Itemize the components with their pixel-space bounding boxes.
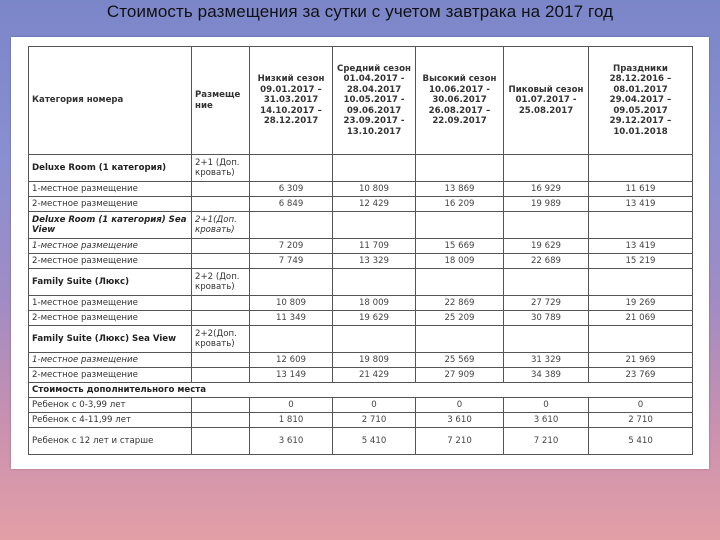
cell-value: 11 619 [589, 182, 693, 197]
cell-value: 21 429 [333, 368, 416, 383]
table-row [29, 398, 693, 413]
row-label: 1-местное размещение [29, 182, 192, 197]
cell-value: 19 629 [333, 311, 416, 326]
header-category: Категория номера [29, 47, 192, 155]
cell-value: 3 610 [504, 413, 589, 428]
extra-section-row [29, 383, 693, 398]
table-row [29, 353, 693, 368]
cell-value: 1 810 [250, 413, 333, 428]
cell-value: 3 610 [416, 413, 504, 428]
cell-value: 15 219 [589, 254, 693, 269]
table-row [29, 413, 693, 428]
row-label: 2-местное размещение [29, 197, 192, 212]
room-placement: 2+1 (Доп. кровать) [192, 155, 250, 182]
header-season-high: Высокий сезон 10.06.2017 - 30.06.2017 26.08.2017 – 22.09.2017 [416, 47, 504, 155]
cell-value: 13 149 [250, 368, 333, 383]
row-label: 1-местное размещение [29, 296, 192, 311]
cell-value: 11 349 [250, 311, 333, 326]
cell-value: 23 769 [589, 368, 693, 383]
cell-value: 22 869 [416, 296, 504, 311]
cell-value: 10 809 [333, 182, 416, 197]
cell-value: 22 689 [504, 254, 589, 269]
row-label: Ребенок с 12 лет и старше [29, 428, 192, 455]
header-row [29, 47, 693, 155]
table-row [29, 368, 693, 383]
room-row [29, 212, 693, 239]
table-row [29, 254, 693, 269]
cell-value: 27 909 [416, 368, 504, 383]
extra-section-title: Стоимость дополнительного места [29, 383, 693, 398]
cell-value: 0 [589, 398, 693, 413]
room-name: Family Suite (Люкс) Sea View [29, 326, 192, 353]
table-row [29, 239, 693, 254]
cell-value: 18 009 [416, 254, 504, 269]
cell-value: 19 269 [589, 296, 693, 311]
room-name: Deluxe Room (1 категория) Sea View [29, 212, 192, 239]
cell-value: 19 809 [333, 353, 416, 368]
cell-value: 0 [333, 398, 416, 413]
room-row [29, 155, 693, 182]
table-row [29, 197, 693, 212]
price-table [28, 46, 693, 455]
cell-value: 3 610 [250, 428, 333, 455]
room-placement: 2+2 (Доп. кровать) [192, 269, 250, 296]
table-row [29, 428, 693, 455]
cell-value: 16 209 [416, 197, 504, 212]
cell-value: 2 710 [333, 413, 416, 428]
cell-value: 12 609 [250, 353, 333, 368]
price-document [11, 37, 709, 469]
cell-value: 13 419 [589, 239, 693, 254]
cell-value: 21 969 [589, 353, 693, 368]
row-label: 2-местное размещение [29, 254, 192, 269]
room-name: Family Suite (Люкс) [29, 269, 192, 296]
cell-value: 13 419 [589, 197, 693, 212]
room-name: Deluxe Room (1 категория) [29, 155, 192, 182]
room-row [29, 326, 693, 353]
room-row [29, 269, 693, 296]
cell-value: 7 210 [504, 428, 589, 455]
cell-value: 30 789 [504, 311, 589, 326]
cell-value: 7 749 [250, 254, 333, 269]
cell-value: 6 849 [250, 197, 333, 212]
cell-value: 13 329 [333, 254, 416, 269]
cell-value: 10 809 [250, 296, 333, 311]
cell-value: 0 [416, 398, 504, 413]
cell-value: 27 729 [504, 296, 589, 311]
slide-title: Стоимость размещения за сутки с учетом завтрака на 2017 год [106, 2, 614, 21]
cell-value: 34 389 [504, 368, 589, 383]
cell-value: 16 929 [504, 182, 589, 197]
row-label: Ребенок с 4-11,99 лет [29, 413, 192, 428]
cell-value: 25 569 [416, 353, 504, 368]
row-label: 1-местное размещение [29, 353, 192, 368]
room-placement: 2+2(Доп. кровать) [192, 326, 250, 353]
header-season-holidays: Праздники 28.12.2016 – 08.01.2017 29.04.2017 – 09.05.2017 29.12.2017 – 10.01.2018 [589, 47, 693, 155]
cell-value: 7 209 [250, 239, 333, 254]
table-row [29, 182, 693, 197]
row-label: 2-местное размещение [29, 311, 192, 326]
header-placement: Размеще ние [192, 47, 250, 155]
cell-value: 15 669 [416, 239, 504, 254]
header-season-low: Низкий сезон 09.01.2017 – 31.03.2017 14.10.2017 – 28.12.2017 [250, 47, 333, 155]
header-season-mid: Средний сезон 01.04.2017 - 28.04.2017 10.05.2017 - 09.06.2017 23.09.2017 - 13.10.2017 [333, 47, 416, 155]
table-row [29, 296, 693, 311]
header-season-peak: Пиковый сезон 01.07.2017 - 25.08.2017 [504, 47, 589, 155]
table-row [29, 311, 693, 326]
cell-value: 21 069 [589, 311, 693, 326]
cell-value: 18 009 [333, 296, 416, 311]
cell-value: 7 210 [416, 428, 504, 455]
cell-value: 5 410 [589, 428, 693, 455]
row-label: 1-местное размещение [29, 239, 192, 254]
cell-value: 19 629 [504, 239, 589, 254]
cell-value: 5 410 [333, 428, 416, 455]
cell-value: 2 710 [589, 413, 693, 428]
cell-value: 19 989 [504, 197, 589, 212]
cell-value: 6 309 [250, 182, 333, 197]
cell-value: 13 869 [416, 182, 504, 197]
row-label: 2-местное размещение [29, 368, 192, 383]
cell-value: 11 709 [333, 239, 416, 254]
cell-value: 31 329 [504, 353, 589, 368]
cell-value: 25 209 [416, 311, 504, 326]
cell-value: 0 [504, 398, 589, 413]
cell-value: 0 [250, 398, 333, 413]
row-label: Ребенок с 0-3,99 лет [29, 398, 192, 413]
room-placement: 2+1(Доп. кровать) [192, 212, 250, 239]
cell-value: 12 429 [333, 197, 416, 212]
